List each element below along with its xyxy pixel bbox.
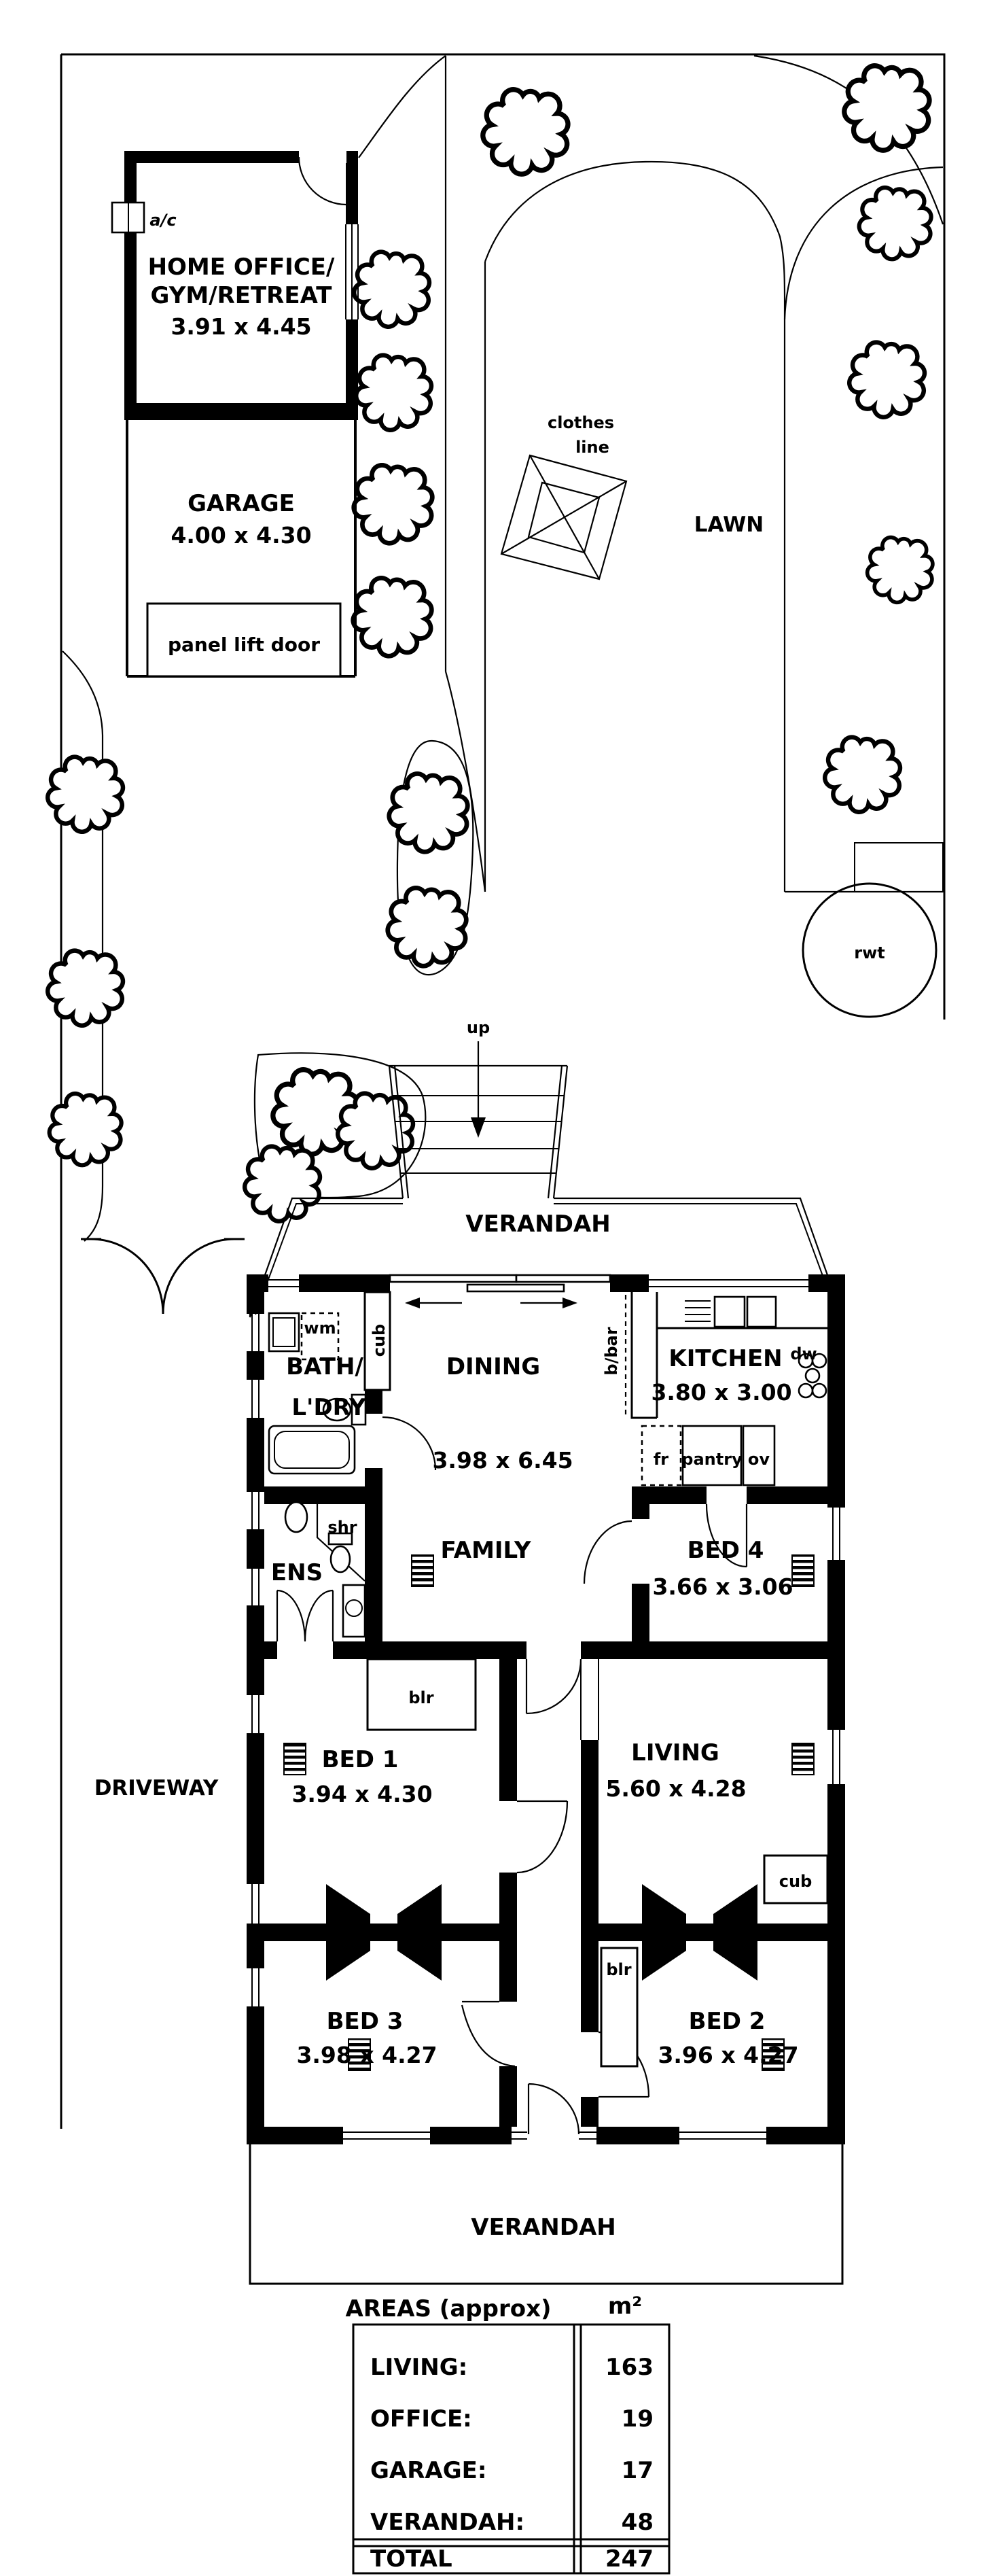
sliding-door-panel [467,1285,564,1291]
wall [264,1641,277,1659]
site-boundary [61,54,944,2129]
bed3-door-arc [462,2002,515,2066]
heater-icon [792,1555,814,1586]
wall [247,2006,264,2127]
fireplace [397,1884,442,1981]
kitchen-window [649,1280,808,1287]
ens-toilet-bowl [331,1546,350,1572]
verandah-top-label: VERANDAH [465,1211,611,1238]
rainwater-tank [803,884,936,1017]
wall [827,1560,845,1730]
heater-icon [412,1555,433,1586]
wall [247,1418,264,1492]
living-opening [581,1659,599,1740]
tree-icon [356,355,431,430]
family-door-arc [584,1521,632,1584]
table-total-label: TOTAL [370,2545,452,2573]
wall [632,1584,649,1641]
cub-living-label: cub [779,1872,812,1891]
clothes-line [501,413,626,579]
table-total-value: 247 [605,2545,654,2573]
office-wall [124,163,137,403]
bed3-label: BED 3 [326,2008,404,2035]
tree-icon [354,465,433,543]
lawn-label: LAWN [694,512,764,537]
areas-table [345,2293,669,2573]
wall [632,1486,649,1519]
table-row-value: 48 [621,2509,654,2536]
sink-drainer [685,1301,711,1321]
wall [499,1873,517,2002]
bed2-label: BED 2 [688,2008,766,2035]
shr-label: shr [327,1518,357,1537]
sink-bowl [747,1297,776,1327]
ens-basin [285,1502,307,1532]
panel-lift-door-label: panel lift door [167,633,321,656]
up-label: up [466,1018,490,1037]
fr-label: fr [653,1450,669,1469]
cooktop-burner [799,1384,812,1397]
wall [247,1733,264,1884]
wall [247,1351,264,1380]
table-row-label: VERANDAH: [370,2509,525,2536]
living-dims: 5.60 x 4.28 [605,1775,747,1802]
verandah-top [250,1018,842,1317]
bath-label: BATH/ [286,1353,363,1380]
driveway-gates [81,1239,245,1314]
garage-dims: 4.00 x 4.30 [171,522,312,549]
rwt-label: rwt [854,943,885,962]
heater-icon [792,1743,814,1775]
sliding-door-panel [390,1275,516,1282]
table-row-label: LIVING: [370,2354,468,2381]
dining-dims: 3.98 x 6.45 [432,1447,573,1474]
tree-icon [859,188,931,259]
bbar-label: b/bar [602,1327,621,1376]
office-wall [346,163,358,224]
ac-label: a/c [149,211,177,230]
table-row-label: GARAGE: [370,2457,487,2484]
kitchen-dims: 3.80 x 3.00 [651,1379,792,1406]
wall [247,1274,268,1292]
up-arrow-head [471,1117,486,1138]
dw-label: dw [790,1344,817,1363]
office-door-arc [299,157,346,205]
ens-french-doors [277,1590,333,1641]
office-wall [346,151,358,163]
bed3-dims: 3.98 x 4.27 [296,2042,438,2068]
office-label: HOME OFFICE/ [147,254,335,281]
dining-label: DINING [446,1353,541,1380]
sliding-door-panel [516,1275,610,1282]
kitchen-label: KITCHEN [668,1345,783,1372]
path-top-curve [359,56,446,158]
table-row-value: 163 [605,2354,654,2381]
wall [247,1529,264,1569]
wall [247,1605,264,1695]
wall [247,1292,264,1314]
sink-bowl [715,1297,745,1327]
bed4-label: BED 4 [687,1537,764,1564]
office-label: GYM/RETREAT [150,282,332,309]
wall [747,1486,827,1504]
tree-icon [354,252,429,327]
clothes-line-cross [501,455,626,579]
pantry-label: pantry [681,1450,743,1469]
wall [247,2127,343,2144]
cub-top-label: cub [370,1323,389,1357]
front-door-arc [529,2084,579,2134]
wall [808,1274,845,1292]
office-wall [124,151,299,163]
hall-door-arc [526,1659,581,1713]
wall [264,1486,365,1504]
wall [499,1659,517,1801]
bed4-dims: 3.66 x 3.06 [652,1573,793,1600]
wall [596,2127,679,2144]
table-row-value: 17 [621,2457,654,2484]
wall [365,1468,382,1641]
living-label: LIVING [631,1739,719,1766]
bottom-wall-windows [343,2132,766,2139]
tree-icon [48,951,123,1026]
fireplace [713,1884,757,1981]
blr-bed2-label: blr [606,1960,632,1979]
wall [581,1740,599,2032]
bath-label: L'DRY [291,1394,366,1421]
ov-label: ov [747,1450,770,1469]
wall [581,2097,599,2127]
wm-label: wm [304,1319,336,1338]
office-dims: 3.91 x 4.45 [171,313,312,340]
wall [333,1641,526,1659]
cooktop-burner [812,1384,826,1397]
tree-icon [849,343,925,417]
tree-icon [844,66,929,150]
tree-icon [825,737,900,812]
slide-arrow-left-head [405,1298,420,1308]
bed1-door-arc [517,1801,567,1873]
wall [766,2127,845,2144]
clothes-line-label: clothes [547,413,615,432]
garage-label: GARAGE [188,490,295,517]
tree-icon [245,1147,320,1221]
slide-arrow-right-head [562,1298,577,1308]
tree-icon [50,1094,122,1165]
wall [599,1924,827,1941]
tree-icon [483,90,568,174]
wall [299,1274,390,1292]
gate-swing-arcs [91,1239,234,1314]
verandah-bottom-label: VERANDAH [471,2214,616,2241]
areas-table-col-divider [574,2325,581,2573]
table-row-label: OFFICE: [370,2405,472,2433]
wall [365,1390,382,1414]
tree-icon [389,773,468,852]
wall [827,1784,845,2127]
wall [610,1274,649,1292]
fireplace [326,1884,370,1981]
office-garage-wall [124,403,358,420]
wall [649,1486,707,1504]
bed1-label: BED 1 [321,1746,399,1773]
tree-icon [353,578,432,656]
clothes-line-label: line [575,438,609,457]
bed1-dims: 3.94 x 4.30 [291,1781,433,1807]
wall [247,1924,264,1968]
ens-label: ENS [270,1559,323,1586]
areas-table-unit: m² [607,2293,643,2320]
wall [581,1641,827,1659]
heater-icon [284,1743,306,1775]
wall [264,1924,499,1941]
areas-table-title: AREAS (approx) [345,2295,552,2322]
bath-tub [269,1426,355,1474]
wall [827,1292,845,1508]
tree-icon [48,757,123,832]
office-wall [346,319,358,403]
driveway-label: DRIVEWAY [94,1776,219,1800]
bed2-dims: 3.96 x 4.27 [658,2042,799,2068]
fireplace [642,1884,686,1981]
tree-icon [868,538,933,603]
window [268,1280,299,1287]
laundry-door-arc [382,1417,435,1470]
wall [430,2127,512,2144]
table-row-value: 19 [621,2405,654,2433]
cooktop-burner [806,1369,819,1382]
family-label: FAMILY [440,1537,531,1564]
wall [499,2066,517,2127]
outbuilding [112,151,358,676]
blr-hall-label: blr [408,1688,434,1707]
